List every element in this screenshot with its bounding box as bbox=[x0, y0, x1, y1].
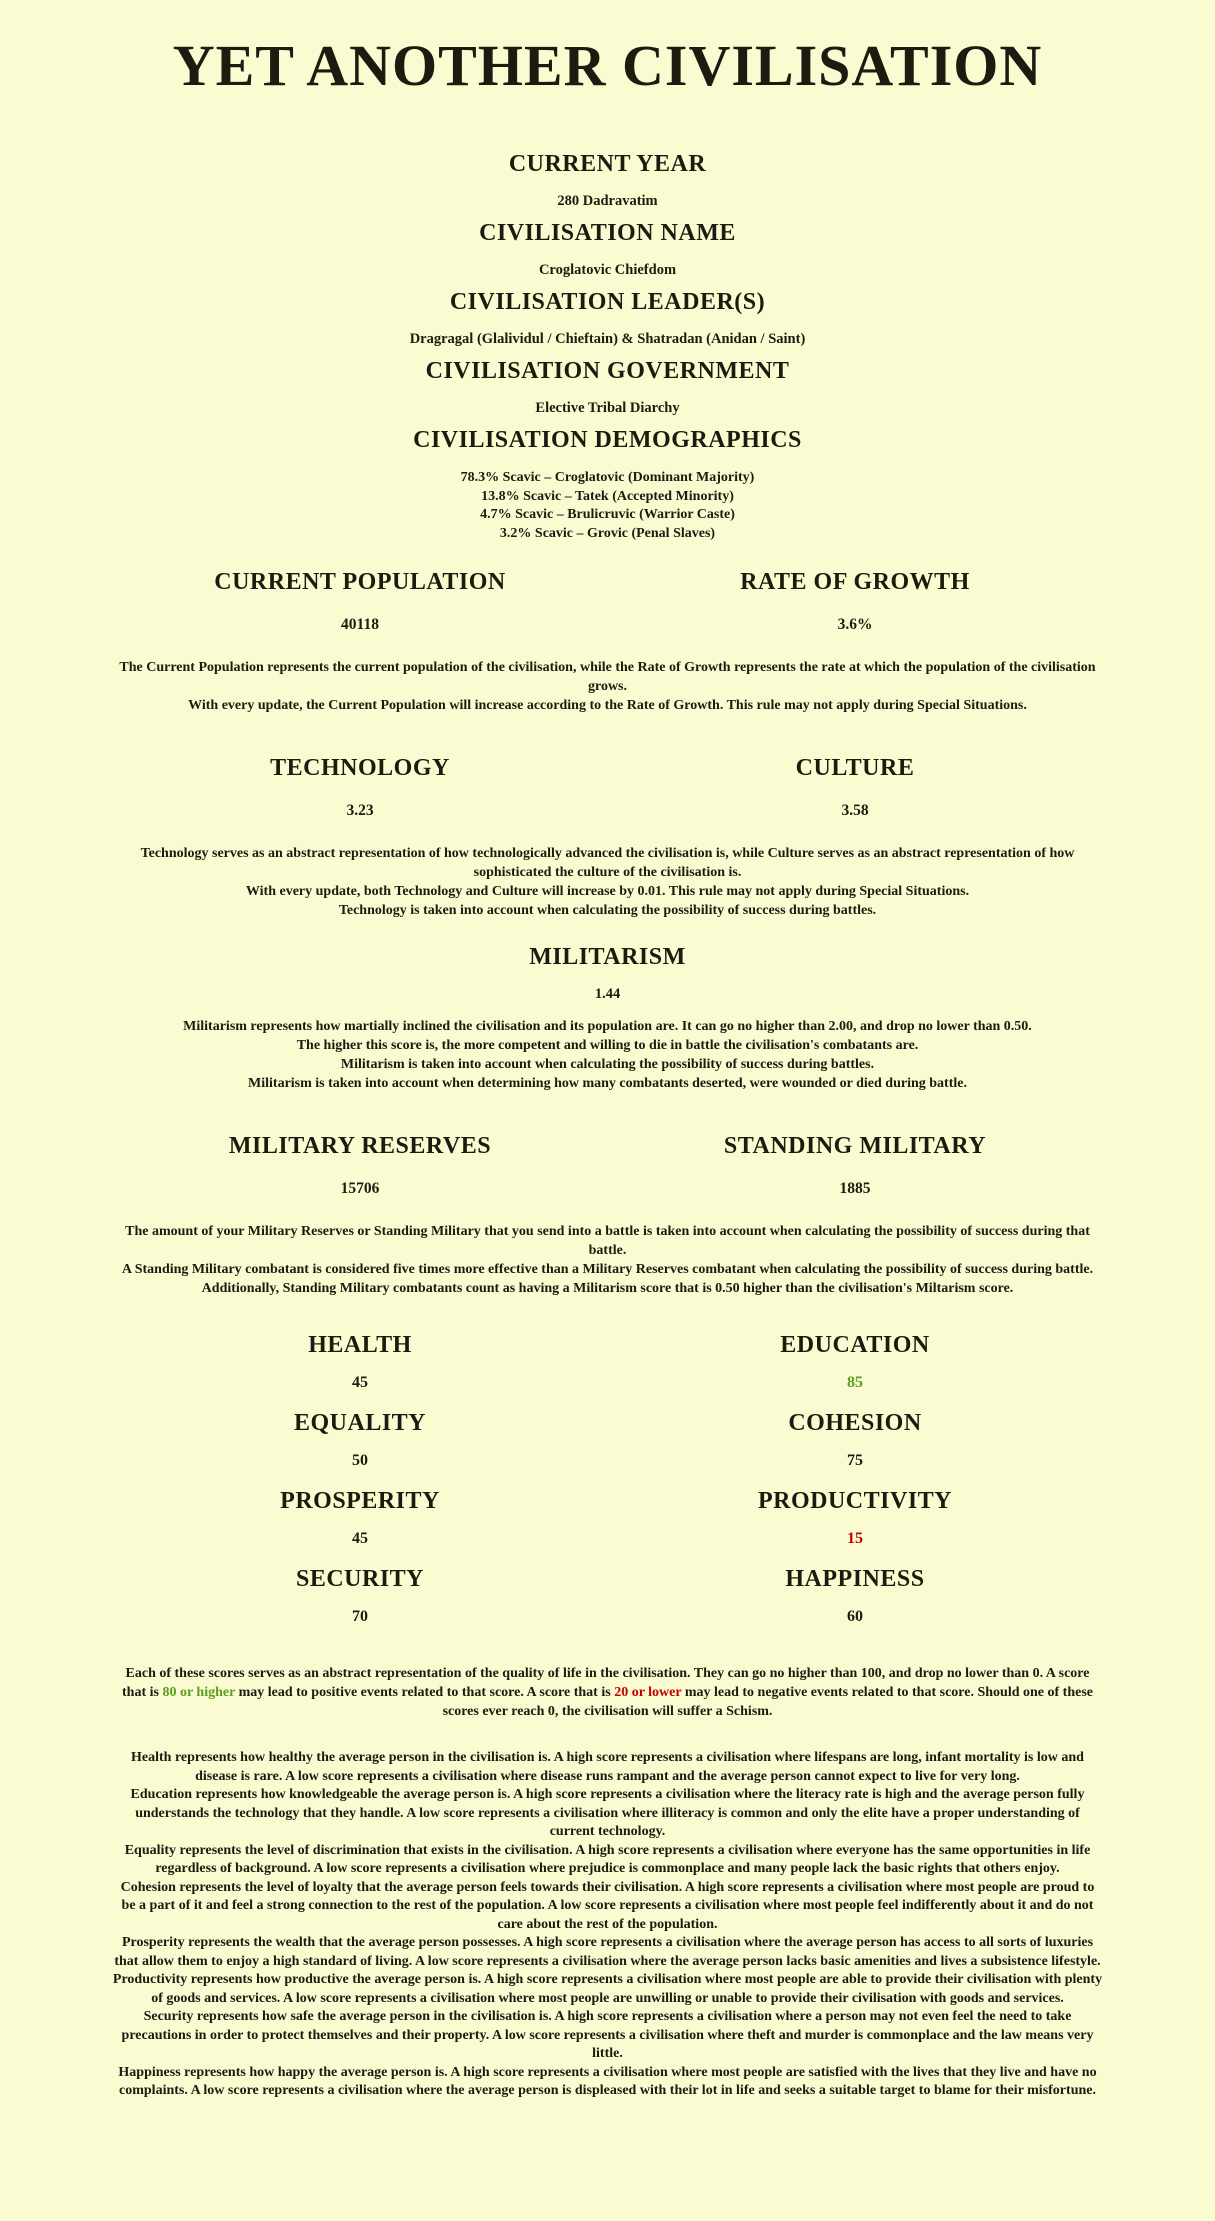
culture-column bbox=[608, 739, 1103, 830]
scores-note-negative-threshold: 20 or lower bbox=[614, 1685, 682, 1700]
civilisation-government-value: Elective Tribal Diarchy bbox=[535, 400, 680, 416]
health-column bbox=[113, 1322, 608, 1400]
health-value: 45 bbox=[352, 1374, 368, 1391]
population-value: 40118 bbox=[341, 616, 379, 633]
militarism-heading: MILITARISM bbox=[529, 944, 686, 970]
militarism-note-line: Militarism represents how martially inclined the civilisation and its population are. It can go no higher than 2.00, and drop no lower than 0.50. bbox=[183, 1019, 1032, 1034]
militarism-value: 1.44 bbox=[594, 986, 621, 1002]
growth-value: 3.6% bbox=[837, 616, 873, 633]
section-current-year bbox=[113, 151, 1103, 210]
scores-note bbox=[118, 1664, 1098, 1721]
culture-value: 3.58 bbox=[841, 802, 869, 819]
civilisation-leaders-heading: CIVILISATION LEADER(S) bbox=[449, 289, 766, 315]
productivity-description: Productivity represents how productive the average person is. A high score represents a civilisation where most people are able to provide their civilisation with plenty of goods and services. A low score represents a civilisation where most people are unwilling or unable to provide their civilisation with goods and services. bbox=[112, 1972, 1103, 2006]
militarism-notes bbox=[118, 1017, 1098, 1093]
demographic-line: 13.8% Scavic – Tatek (Accepted Minority) bbox=[481, 488, 734, 504]
military-reserves-heading: MILITARY RESERVES bbox=[228, 1133, 492, 1159]
civilisation-name-heading: CIVILISATION NAME bbox=[479, 220, 736, 246]
growth-column bbox=[608, 553, 1103, 644]
military-note-line: Additionally, Standing Military combatants count as having a Militarism score that is 0.50 higher than the civilisation's Miltarism score. bbox=[201, 1281, 1014, 1296]
technology-culture-note-line: Technology serves as an abstract representation of how technologically advanced the civilisation is, while Culture serves as an abstract representation of how sophisticated the culture of the civilisation is. bbox=[140, 846, 1075, 880]
section-equality-cohesion bbox=[113, 1400, 1103, 1478]
section-prosperity-productivity bbox=[113, 1478, 1103, 1556]
section-military bbox=[113, 1117, 1103, 1208]
militarism-note-line: Militarism is taken into account when calculating the possibility of success during battles. bbox=[340, 1057, 875, 1072]
technology-culture-note-line: With every update, both Technology and Culture will increase by 0.01. This rule may not apply during Special Situations. bbox=[245, 884, 970, 899]
standing-military-column bbox=[608, 1117, 1103, 1208]
scores-note-text: Each of these scores serves as an abstract representation of the quality of life in the civilisation. They can go no higher than 100, and drop no lower than 0. A score that is bbox=[122, 1666, 1090, 1700]
technology-column bbox=[113, 739, 608, 830]
military-note-line: The amount of your Military Reserves or Standing Military that you send into a battle is taken into account when calculating the possibility of success during that battle. bbox=[125, 1224, 1090, 1258]
demographic-line: 3.2% Scavic – Grovic (Penal Slaves) bbox=[499, 525, 716, 541]
equality-heading: EQUALITY bbox=[293, 1410, 427, 1436]
happiness-value: 60 bbox=[847, 1608, 863, 1625]
population-notes bbox=[118, 658, 1098, 715]
prosperity-value: 45 bbox=[352, 1530, 368, 1547]
education-column bbox=[608, 1322, 1103, 1400]
section-technology-culture bbox=[113, 739, 1103, 830]
education-heading: EDUCATION bbox=[780, 1332, 930, 1358]
cohesion-heading: COHESION bbox=[788, 1410, 922, 1436]
happiness-description: Happiness represents how happy the average person is. A high score represents a civilisation where most people are satisfied with the lives that they live and have no complaints. A low score represents a civilisation where the average person is displeased with their lot in life and seeks a suitable target to blame for their misfortune. bbox=[118, 2064, 1097, 2098]
section-health-education bbox=[113, 1322, 1103, 1400]
cohesion-description: Cohesion represents the level of loyalty that the average person feels towards their civilisation. A high score represents a civilisation where most people are proud to be a part of it and feel a strong connection to the rest of the population. A low score represents a civilisation where most people feel indifferently about it and do not care about the rest of the population. bbox=[120, 1879, 1095, 1932]
population-note-line: The Current Population represents the current population of the civilisation, while the Rate of Growth represents the rate at which the population of the civilisation grows. bbox=[119, 660, 1096, 694]
equality-description: Equality represents the level of discrimination that exists in the civilisation. A high score represents a civilisation where everyone has the same opportunities in life regardless of background. A low score represents a civilisation where prejudice is commonplace and many people lack the basic rights that others enjoy. bbox=[124, 1842, 1091, 1876]
militarism-note-line: The higher this score is, the more competent and willing to die in battle the civilisation's combatants are. bbox=[296, 1038, 919, 1053]
demographics-list bbox=[113, 469, 1103, 543]
section-civilisation-government bbox=[113, 358, 1103, 417]
population-heading: CURRENT POPULATION bbox=[214, 569, 506, 595]
militarism-note-line: Militarism is taken into account when determining how many combatants deserted, were wounded or died during battle. bbox=[248, 1076, 967, 1091]
security-column bbox=[113, 1556, 608, 1634]
section-civilisation-leaders bbox=[113, 289, 1103, 348]
prosperity-heading: PROSPERITY bbox=[280, 1488, 440, 1514]
scores-note-text: may lead to negative events related to that score. Should one of these scores ever reach 0, the civilisation will suffer a Schism. bbox=[442, 1685, 1093, 1719]
demographics-heading: CIVILISATION DEMOGRAPHICS bbox=[413, 427, 802, 453]
civilisation-name-value: Croglatovic Chiefdom bbox=[538, 262, 677, 278]
sheet-content bbox=[113, 151, 1103, 2101]
title-block bbox=[0, 0, 1215, 99]
education-description: Education represents how knowledgeable the average person is. A high score represents a civilisation where the literacy rate is high and the average person fully understands the technology that they handle. A low score represents a civilisation where illiteracy is common and only the elite have a proper understanding of current technology. bbox=[130, 1787, 1085, 1839]
technology-value: 3.23 bbox=[346, 802, 374, 819]
section-demographics bbox=[113, 427, 1103, 543]
education-value: 85 bbox=[847, 1374, 863, 1391]
scores-note-text: may lead to positive events related to that score. A score that is bbox=[235, 1685, 615, 1700]
civilisation-government-heading: CIVILISATION GOVERNMENT bbox=[425, 358, 790, 384]
cohesion-value: 75 bbox=[847, 1452, 863, 1469]
security-heading: SECURITY bbox=[295, 1566, 425, 1592]
culture-heading: CULTURE bbox=[795, 755, 915, 781]
section-militarism bbox=[113, 944, 1103, 1003]
productivity-heading: PRODUCTIVITY bbox=[757, 1488, 952, 1514]
health-description: Health represents how healthy the average person in the civilisation is. A high score represents a civilisation where lifespans are long, infant mortality is low and disease is rare. A low score represents a civilisation where disease runs rampant and the average person cannot expect to live for very long. bbox=[131, 1750, 1084, 1784]
population-column bbox=[113, 553, 608, 644]
health-heading: HEALTH bbox=[308, 1332, 412, 1358]
scores-note-positive-threshold: 80 or higher bbox=[162, 1685, 236, 1700]
civilisation-leaders-value: Dragragal (Glalividul / Chieftain) & Shatradan (Anidan / Saint) bbox=[409, 331, 806, 347]
score-descriptions bbox=[113, 1749, 1103, 2101]
military-note-line: A Standing Military combatant is considered five times more effective than a Military Reserves combatant when calculating the possibility of success during battle. bbox=[121, 1262, 1094, 1277]
happiness-column bbox=[608, 1556, 1103, 1634]
technology-heading: TECHNOLOGY bbox=[270, 755, 450, 781]
equality-value: 50 bbox=[352, 1452, 368, 1469]
security-description: Security represents how safe the average person in the civilisation is. A high score represents a civilisation where a person may not even feel the need to take precautions in order to protect themselves and their property. A low score represents a civilisation where theft and murder is commonplace and the law means very little. bbox=[121, 2009, 1094, 2061]
military-reserves-value: 15706 bbox=[340, 1180, 380, 1197]
current-year-heading: CURRENT YEAR bbox=[508, 151, 707, 177]
demographic-line: 4.7% Scavic – Brulicruvic (Warrior Caste) bbox=[480, 507, 735, 522]
demographic-line: 78.3% Scavic – Croglatovic (Dominant Majority) bbox=[460, 470, 755, 485]
section-civilisation-name bbox=[113, 220, 1103, 279]
cohesion-column bbox=[608, 1400, 1103, 1478]
productivity-value: 15 bbox=[847, 1530, 863, 1547]
security-value: 70 bbox=[352, 1608, 368, 1625]
technology-culture-notes bbox=[118, 844, 1098, 920]
military-reserves-column bbox=[113, 1117, 608, 1208]
section-population-growth bbox=[113, 553, 1103, 644]
technology-culture-note-line: Technology is taken into account when calculating the possibility of success during battles. bbox=[338, 903, 877, 918]
current-year-value: 280 Dadravatim bbox=[557, 193, 658, 209]
happiness-heading: HAPPINESS bbox=[785, 1566, 925, 1592]
equality-column bbox=[113, 1400, 608, 1478]
section-security-happiness bbox=[113, 1556, 1103, 1634]
military-notes bbox=[118, 1222, 1098, 1298]
productivity-column bbox=[608, 1478, 1103, 1556]
standing-military-heading: STANDING MILITARY bbox=[723, 1133, 987, 1159]
page-title: YET ANOTHER CIVILISATION bbox=[172, 33, 1043, 98]
prosperity-description: Prosperity represents the wealth that the average person possesses. A high score represents a civilisation where the average person has access to all sorts of luxuries that allow them to enjoy a high standard of living. A low score represents a civilisation where the average person lacks basic amenities and lives a subsistence lifestyle. bbox=[114, 1935, 1101, 1969]
standing-military-value: 1885 bbox=[839, 1180, 871, 1197]
population-note-line: With every update, the Current Population will increase according to the Rate of Growth. This rule may not apply during Special Situations. bbox=[188, 698, 1027, 713]
prosperity-column bbox=[113, 1478, 608, 1556]
growth-heading: RATE OF GROWTH bbox=[740, 569, 970, 595]
